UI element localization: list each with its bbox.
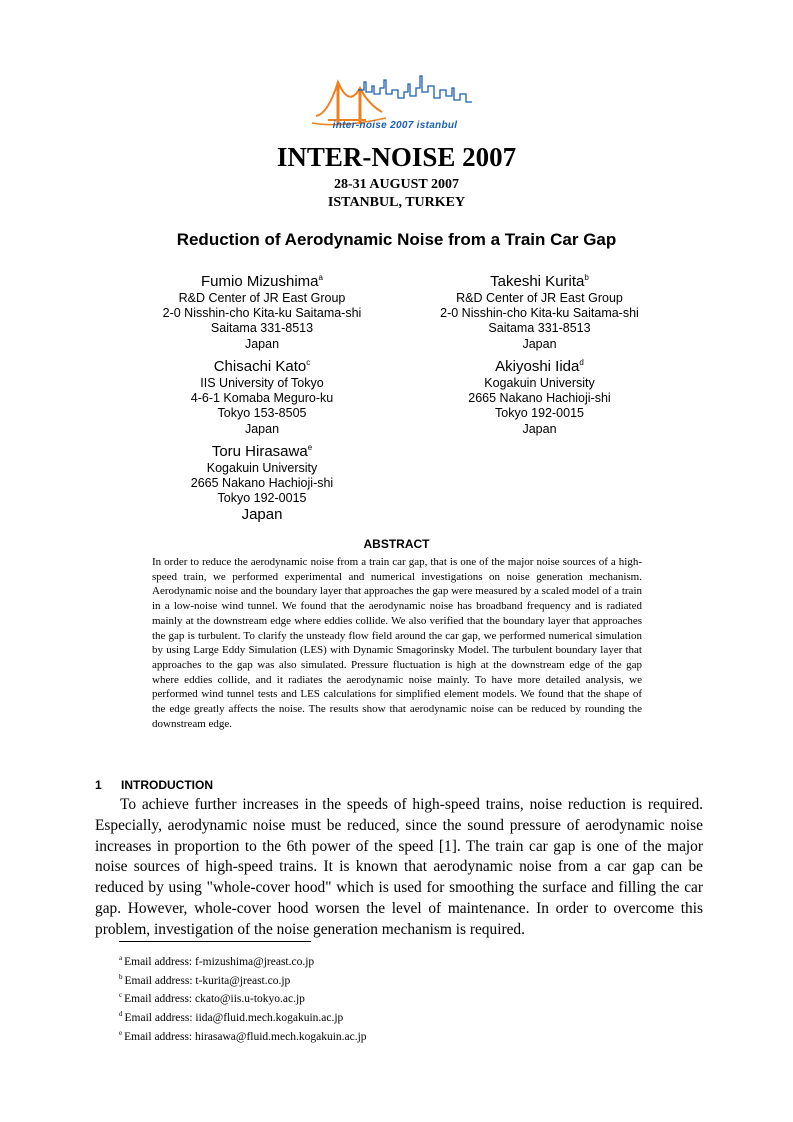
email-link[interactable]: Email address: f-mizushima@jreast.co.jp — [124, 955, 315, 968]
author-city: Tokyo 192-0015 — [495, 406, 584, 421]
abstract-heading: ABSTRACT — [363, 537, 430, 551]
author-country: Japan — [241, 505, 283, 523]
email-link[interactable]: Email address: t-kurita@jreast.co.jp — [124, 974, 291, 987]
conference-dates: 28-31 AUGUST 2007 — [334, 177, 459, 192]
author-name: Akiyoshi Iida$^d$ — [495, 358, 584, 375]
author-org: IIS University of Tokyo — [200, 376, 324, 390]
author-block — [132, 268, 392, 352]
section-heading — [95, 778, 213, 792]
author-address: 4-6-1 Komaba Meguro-ku — [190, 391, 334, 406]
author-org: R&D Center of JR East Group — [178, 291, 346, 305]
footnote: $^b$ Email address: t-kurita@jreast.co.jp — [119, 972, 291, 987]
author-block — [412, 268, 667, 352]
author-city: Saitama 331-8513 — [210, 321, 314, 336]
author-country: Japan — [522, 421, 557, 436]
author-country: Japan — [522, 336, 557, 351]
footnote: $^a$ Email address: f-mizushima@jreast.co.jp — [119, 954, 315, 968]
section-title: INTRODUCTION — [121, 778, 213, 792]
author-name: Chisachi Kato$^c$ — [213, 358, 311, 375]
footnote: $^e$ Email address: hirasawa@fluid.mech.kogakuin.ac.jp — [119, 1028, 367, 1043]
author-country: Japan — [244, 336, 280, 351]
author-org: R&D Center of JR East Group — [456, 291, 623, 305]
author-mark: d — [579, 358, 584, 367]
author-city: Tokyo 153-8505 — [217, 406, 307, 421]
author-address: 2665 Nakano Hachioji-shi — [190, 476, 334, 491]
author-mark: e — [307, 443, 313, 452]
conference-title: INTER-NOISE 2007 — [276, 142, 517, 172]
footnotes — [119, 951, 367, 1044]
author-org: Kogakuin University — [206, 461, 318, 475]
author-mark: a — [318, 273, 323, 282]
section-number: 1 — [95, 778, 102, 792]
author-country: Japan — [244, 421, 280, 436]
author-mark: b — [584, 273, 589, 282]
author-block — [132, 353, 392, 437]
email-link[interactable]: Email address: ckato@iis.u-tokyo.ac.jp — [124, 993, 305, 1006]
author-address: 2-0 Nisshin-cho Kita-ku Saitama-shi — [162, 306, 362, 321]
logo-caption: inter-noise 2007 istanbul — [332, 120, 458, 131]
author-name: Takeshi Kurita$^b$ — [490, 273, 589, 290]
author-block — [132, 438, 392, 522]
author-name: Fumio Mizushima$^a$ — [201, 273, 323, 290]
author-mark: c — [306, 358, 311, 367]
author-city: Saitama 331-8513 — [488, 321, 591, 336]
conference-location: ISTANBUL, TURKEY — [327, 195, 466, 210]
skyline-icon — [358, 76, 472, 102]
author-address: 2-0 Nisshin-cho Kita-ku Saitama-shi — [440, 306, 639, 321]
author-city: Tokyo 192-0015 — [217, 491, 307, 506]
author-block — [412, 353, 667, 437]
author-org: Kogakuin University — [484, 376, 595, 390]
footnote-divider — [119, 941, 311, 942]
email-link[interactable]: Email address: iida@fluid.mech.kogakuin.ac.jp — [124, 1011, 344, 1024]
introduction-text: To achieve further increases in the speeds of high-speed trains, noise reduction is required. Especially, aerodynamic noise must be reduced, since the sound pressure of aerodynamic noise increases in proportion to the 6th power of the speed [1]. The train car gap is one of the major noise sources of high-speed trains. It is known that aerodynamic noise from a car gap can be reduced by using "whole-cover hood" which is used for smoothing the surface and filling the car gap. However, whole-cover hood worsen the level of maintenance. In order to overcome this problem, investigation of the noise generation mechanism is required. — [95, 796, 703, 938]
bridge-logo-icon — [312, 82, 386, 125]
footnote: $^d$ Email address: iida@fluid.mech.kogakuin.ac.jp — [119, 1009, 344, 1024]
abstract-text: In order to reduce the aerodynamic noise from a train car gap, that is one of the major noise sources of a high-speed train, we performed experimental and numerical investigations on noise generation mechanism. Aerodynamic noise and the boundary layer that approaches the gap were measured by a scaled model of a train in a low-noise wind tunnel. We found that the aerodynamic noise has broadband frequency and is radiated mainly at the downstream edge where eddies collide. We also verified that the boundary layer that approaches the gap is turbulent. To clarify the unsteady flow field around the car gap, we performed numerical simulation by using Large Eddy Simulation (LES) with Dynamic Smagorinsky Model. The turbulent boundary layer that approaches to the gap was also simulated. Pressure fluctuation is high at the downstream edge of the gap where eddies collide, and it radiates the aerodynamic noise mainly. To have more detailed analysis, we performed wind tunnel tests and LES calculations for simplified element models. We found that the shape of the edge greatly affects the noise. The results show that aerodynamic noise can be reduced by rounding the downstream edge. — [152, 556, 642, 730]
paper-title: Reduction of Aerodynamic Noise from a Train Car Gap — [176, 230, 617, 249]
author-name: Toru Hirasawa$^e$ — [211, 443, 313, 460]
author-address: 2665 Nakano Hachioji-shi — [468, 391, 611, 406]
email-link[interactable]: Email address: hirasawa@fluid.mech.kogakuin.ac.jp — [124, 1030, 367, 1043]
footnote: $^c$ Email address: ckato@iis.u-tokyo.ac.jp — [119, 991, 305, 1006]
